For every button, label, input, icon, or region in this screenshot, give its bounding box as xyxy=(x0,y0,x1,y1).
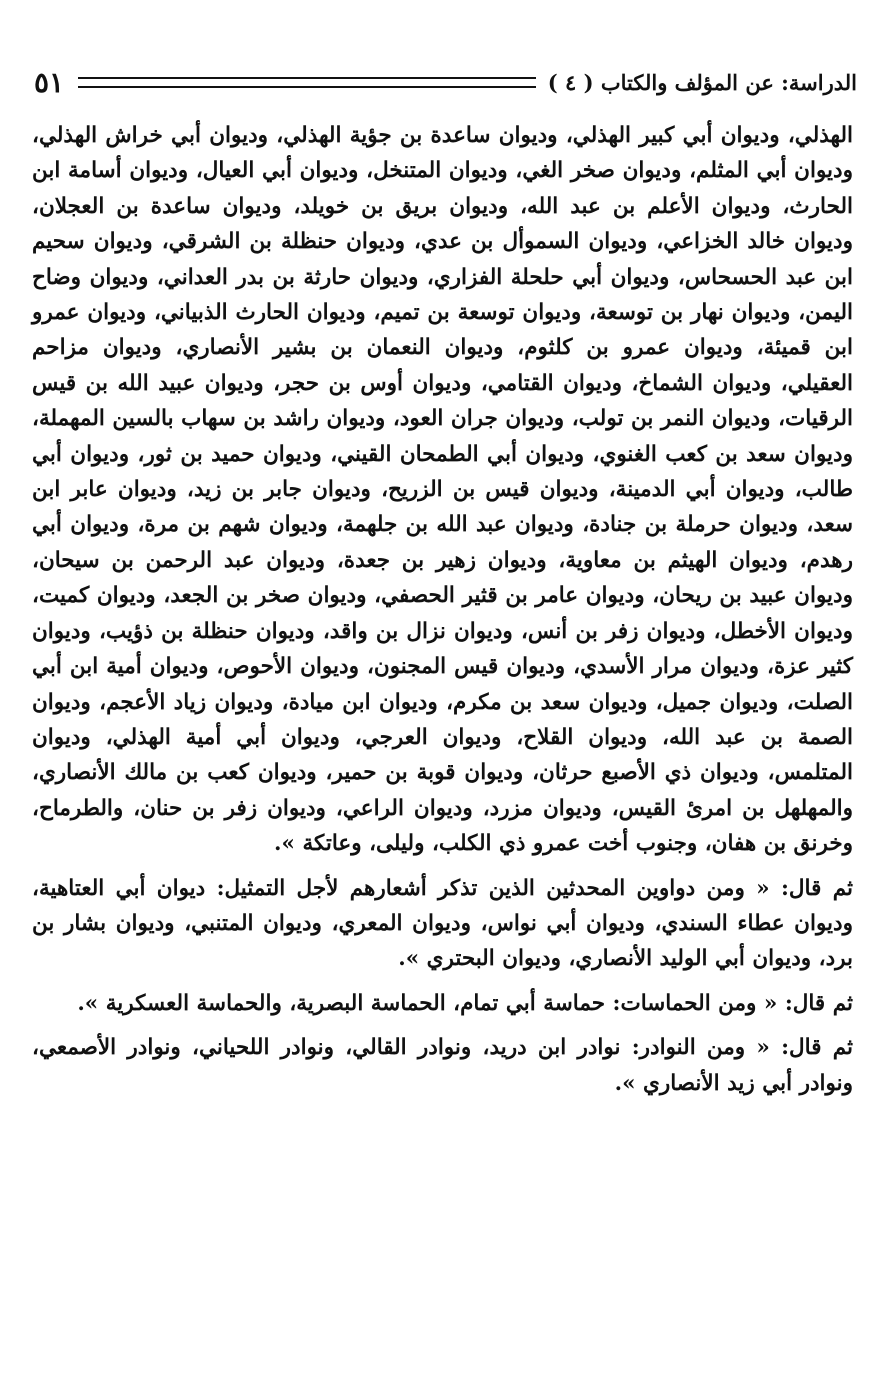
header-double-rule xyxy=(78,77,536,88)
page-number: ٥١ xyxy=(34,65,65,99)
page-header xyxy=(34,62,857,102)
paragraph-muhdathin: ثم قال: « ومن دواوين المحدثين الذين تذكر أشعارهم لأجل التمثيل: ديوان أبي العتاهية، وديوان عطاء السندي، وديوان أبي نواس، وديوان المعري، وديوان المتنبي، وديوان بشار بن برد، وديوان أبي الوليد الأنصاري، وديوان البحتري ». xyxy=(32,875,853,972)
paragraph-hamasat: ثم قال: « ومن الحماسات: حماسة أبي تمام، الحماسة البصرية، والحماسة العسكرية ». xyxy=(77,990,853,1016)
paragraph-diwan-list: الهذلي، وديوان أبي كبير الهذلي، وديوان ساعدة بن جؤية الهذلي، وديوان أبي خراش الهذلي، وديوان أبي المثلم، وديوان صخر الغي، وديوان المتنخل، وديوان أبي العيال، وديوان أسامة ابن الحارث، وديوان الأعلم بن عبد الله، وديوان بريق بن خويلد، وديوان ساعدة بن العجلان، وديوان خالد الخزاعي، وديوان السموأل بن عدي، وديوان حنظلة بن الشرقي، وديوان سحيم ابن عبد الحسحاس، وديوان أبي حلحلة الفزاري، وديوان حارثة بن بدر العداني، وديوان وضاح اليمن، وديوان نهار بن توسعة، وديوان توسعة بن تميم، وديوان الحارث الذبياني، وديوان عمرو ابن قميئة، وديوان عمرو بن كلثوم، وديوان النعمان بن بشير الأنصاري، وديوان مزاحم العقيلي، وديوان الشماخ، وديوان القتامي، وديوان أوس بن حجر، وديوان عبيد الله بن قيس الرقيات، وديوان النمر بن تولب، وديوان جران العود، وديوان راشد بن سهاب بالسين المهملة، وديوان سعد بن كعب الغنوي، وديوان أبي الطمحان القيني، وديوان حميد بن ثور، وديوان أبي طالب، وديوان أبي الدمينة، وديوان قيس بن الزريح، وديوان جابر بن زيد، وديوان عابر ابن سعد، وديوان حرملة بن جنادة، وديوان عبد الله بن جلهمة، وديوان شهم بن مرة، وديوان أبي رهدم، وديوان الهيثم بن معاوية، وديوان زهير بن جعدة، وديوان عبد الرحمن بن سيحان، وديوان عبيد بن ريحان، وديوان عامر بن قثير الحصفي، وديوان صخر بن الجعد، وديوان كميت، وديوان الأخطل، وديوان زفر بن أنس، وديوان نزال بن واقد، وديوان حنظلة بن ذؤيب، وديوان كثير عزة، وديوان مرار الأسدي، وديوان قيس المجنون، وديوان الأحوص، وديوان أمية ابن أبي الصلت، وديوان جميل، وديوان سعد بن مكرم، وديوان ابن ميادة، وديوان زياد الأعجم، وديوان الصمة بن عبد الله، وديوان القلاح، وديوان العرجي، وديوان أبي أمية الهذلي، وديوان المتلمس، وديوان ذي الأصبع حرثان، وديوان قوبة بن حمير، وديوان كعب بن مالك الأنصاري، والمهلهل بن امرئ القيس، وديوان مزرد، وديوان الراعي، وديوان زفر بن حنان، والطرماح، وخرنق بن هفان، وجنوب أخت عمرو ذي الكلب، وليلى، وعاتكة ». xyxy=(32,123,853,857)
page-body xyxy=(32,118,853,1101)
running-title: الدراسة: عن المؤلف والكتاب ( ٤ ) xyxy=(547,69,857,95)
paragraph-nawadir: ثم قال: « ومن النوادر: نوادر ابن دريد، ونوادر القالي، ونوادر اللحياني، ونوادر الأصمعي، ونوادر أبي زيد الأنصاري ». xyxy=(32,1035,853,1096)
